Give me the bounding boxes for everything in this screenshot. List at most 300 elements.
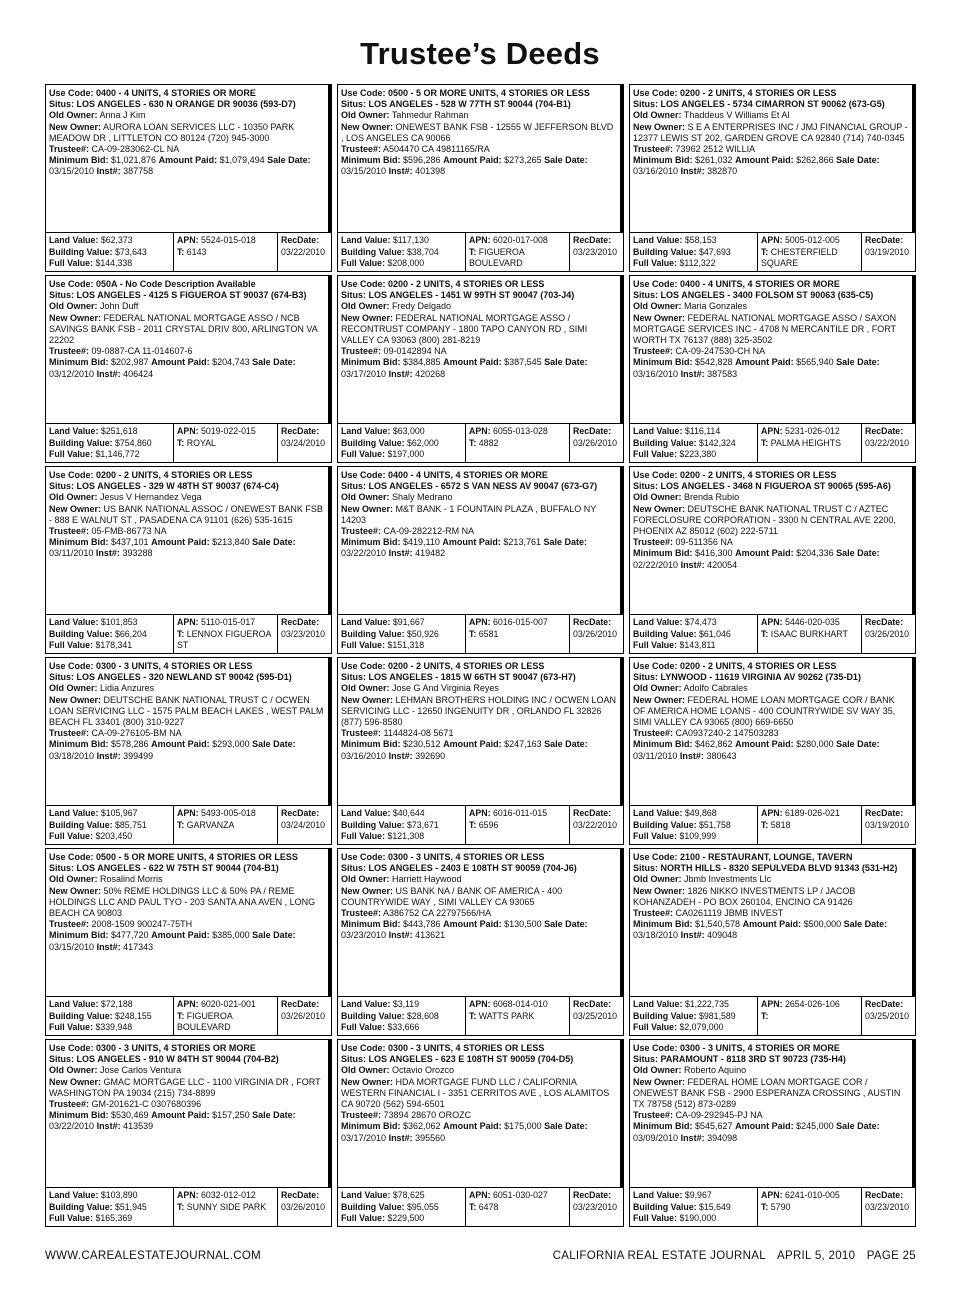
- apn-value: 6051-030-027: [492, 1190, 548, 1200]
- situs-value: LOS ANGELES - 3400 FOLSOM ST 90063 (635-C5): [660, 290, 874, 301]
- use-code: [49, 470, 252, 480]
- apn-column: [757, 424, 861, 462]
- old-owner-label: Old Owner:: [49, 683, 98, 694]
- situs-label: Situs:: [49, 290, 75, 301]
- situs-value: LOS ANGELES - 910 W 84TH ST 90044 (704-B2): [76, 1054, 279, 1065]
- inst-number-label: Inst#:: [388, 368, 413, 379]
- use-code: [49, 279, 256, 289]
- tract-label: T:: [469, 1010, 477, 1021]
- land-value-label: Land Value:: [633, 1190, 683, 1200]
- values-column: [630, 997, 757, 1035]
- old-owner-value: Jbmb Investments Llc: [684, 874, 772, 885]
- rec-date-label: RecDate:: [573, 1190, 612, 1200]
- inst-number-value: 387758: [123, 166, 154, 177]
- amount-paid-value: $387,545: [504, 357, 542, 368]
- rec-date-label: RecDate:: [865, 426, 904, 436]
- sale-date-label: Sale Date:: [544, 357, 588, 368]
- tract-value: FIGUEROA BOULEVARD: [469, 246, 525, 269]
- apn-label: APN:: [761, 808, 783, 818]
- tract-label: T:: [177, 437, 185, 448]
- sale-date-value: 03/16/2010: [633, 368, 679, 379]
- amount-paid-value: $385,000: [212, 930, 250, 941]
- minimum-bid-label: Minimum Bid:: [49, 357, 109, 368]
- use-code-label: Use Code:: [341, 852, 386, 862]
- land-value-value: $74,473: [684, 617, 717, 627]
- full-value-value: $144,338: [95, 258, 133, 269]
- apn-value: 6189-026-021: [784, 808, 840, 818]
- old-owner-label: Old Owner:: [341, 1065, 390, 1076]
- tract-label: T:: [469, 246, 477, 257]
- tract-label: T:: [177, 1010, 185, 1021]
- apn-value: 5446-020-035: [784, 617, 840, 627]
- apn-value: 6068-014-010: [492, 999, 548, 1009]
- minimum-bid-value: $443,786: [403, 919, 441, 930]
- trustee-number-label: Trustee#:: [49, 1099, 90, 1110]
- land-value-value: $63,000: [392, 426, 425, 436]
- sale-date-value: 03/16/2010: [633, 166, 679, 177]
- minimum-bid-label: Minimum Bid:: [341, 537, 401, 548]
- apn-column: [173, 806, 277, 844]
- sale-date-label: Sale Date:: [544, 919, 588, 930]
- situs-value: LYNWOOD - 11619 VIRGINIA AV 90262 (735-D1): [660, 672, 861, 683]
- inst-number-value: 417343: [123, 941, 154, 952]
- inst-number-label: Inst#:: [680, 368, 705, 379]
- rec-date-column: [569, 233, 623, 271]
- trustee-number-value: CA-09-282212-RM NA: [383, 526, 475, 537]
- rec-date-label: RecDate:: [865, 808, 904, 818]
- new-owner-label: New Owner:: [49, 121, 102, 132]
- values-column: [46, 615, 173, 653]
- sale-date-value: 03/16/2010: [341, 750, 387, 761]
- full-value-value: $33,666: [387, 1022, 420, 1033]
- old-owner-label: Old Owner:: [49, 301, 98, 312]
- tract-value: 5818: [770, 819, 791, 830]
- apn-value: 5493-005-018: [200, 808, 256, 818]
- new-owner-label: New Owner:: [633, 694, 686, 705]
- trustee-number-label: Trustee#:: [341, 526, 382, 537]
- sale-date-label: Sale Date:: [544, 155, 588, 166]
- new-owner-value: LEHMAN BROTHERS HOLDING INC / OCWEN LOAN SERVICING LLC - 12650 INGENUITY DR , ORLANDO FL 32826 (877) 596-8580: [341, 694, 617, 728]
- deed-record: [45, 84, 332, 272]
- land-value-value: $91,667: [392, 617, 425, 627]
- situs-label: Situs:: [341, 863, 367, 874]
- old-owner-label: Old Owner:: [633, 683, 682, 694]
- old-owner-value: Anna J Kim: [99, 110, 146, 121]
- use-code: [341, 470, 548, 480]
- use-code-value: 0400 - 4 UNITS, 4 STORIES OR MORE: [96, 88, 256, 98]
- amount-paid-label: Amount Paid:: [151, 739, 210, 750]
- tract-label: T:: [761, 1201, 769, 1212]
- full-value-value: $151,318: [387, 640, 425, 651]
- apn-column: [465, 997, 569, 1035]
- situs-value: LOS ANGELES - 4125 S FIGUEROA ST 90037 (674-B3): [76, 290, 307, 301]
- trustee-number-value: A504470 CA 49811165/RA: [383, 144, 490, 155]
- amount-paid-value: $213,840: [212, 537, 250, 548]
- rec-date-value: 03/22/2010: [865, 437, 910, 448]
- land-value-label: Land Value:: [633, 808, 683, 818]
- minimum-bid-value: $578,286: [111, 739, 149, 750]
- rec-date-value: 03/26/2010: [573, 628, 618, 639]
- values-column: [338, 615, 465, 653]
- building-value-label: Building Value:: [341, 1010, 405, 1021]
- apn-value: 5005-012-005: [784, 235, 840, 245]
- full-value-label: Full Value:: [633, 258, 677, 269]
- rec-date-column: [569, 806, 623, 844]
- inst-number-label: Inst#:: [680, 166, 705, 177]
- situs-label: Situs:: [49, 672, 75, 683]
- building-value-label: Building Value:: [341, 246, 405, 257]
- situs-label: Situs:: [341, 99, 367, 110]
- rec-date-value: 03/26/2010: [281, 1201, 326, 1212]
- values-column: [338, 424, 465, 462]
- apn-column: [465, 424, 569, 462]
- situs: [341, 672, 576, 682]
- new-owner-label: New Owner:: [341, 121, 394, 132]
- trustee-number-label: Trustee#:: [633, 728, 674, 739]
- minimum-bid-value: $596,286: [403, 155, 441, 166]
- building-value-label: Building Value:: [633, 819, 697, 830]
- land-value-label: Land Value:: [49, 235, 99, 245]
- situs: [633, 1054, 846, 1064]
- situs-label: Situs:: [341, 672, 367, 683]
- rec-date-value: 03/23/2010: [573, 246, 618, 257]
- apn-column: [465, 233, 569, 271]
- amount-paid-value: $204,336: [796, 548, 834, 559]
- full-value-value: $223,380: [679, 449, 717, 460]
- rec-date-column: [861, 615, 915, 653]
- inst-number-value: 420268: [415, 368, 446, 379]
- land-value-value: $105,967: [100, 808, 138, 818]
- full-value-label: Full Value:: [49, 1213, 93, 1224]
- use-code-label: Use Code:: [341, 88, 386, 98]
- tract-label: T:: [469, 1201, 477, 1212]
- sale-date-value: 03/11/2010: [49, 548, 94, 559]
- apn-label: APN:: [761, 235, 783, 245]
- land-value-value: $101,853: [100, 617, 138, 627]
- trustee-number-label: Trustee#:: [341, 1110, 382, 1121]
- use-code-value: 2100 - RESTAURANT, LOUNGE, TAVERN: [680, 852, 853, 862]
- land-value-label: Land Value:: [341, 999, 391, 1009]
- inst-number-value: 413539: [123, 1121, 154, 1132]
- trustee-number-label: Trustee#:: [49, 526, 90, 537]
- land-value-label: Land Value:: [633, 999, 683, 1009]
- use-code-label: Use Code:: [341, 661, 386, 671]
- apn-label: APN:: [177, 808, 199, 818]
- rec-date-column: [569, 997, 623, 1035]
- sale-date-label: Sale Date:: [843, 919, 888, 930]
- sale-date-value: 03/18/2010: [49, 750, 95, 761]
- trustee-number-label: Trustee#:: [633, 346, 674, 357]
- rec-date-label: RecDate:: [865, 999, 904, 1009]
- tract-value: 6581: [478, 628, 499, 639]
- new-owner-label: New Owner:: [633, 1076, 686, 1087]
- use-code-value: 0300 - 3 UNITS, 4 STORIES OR LESS: [388, 852, 545, 862]
- sale-date-label: Sale Date:: [252, 537, 296, 548]
- use-code-value: 0200 - 2 UNITS, 4 STORIES OR LESS: [388, 661, 545, 671]
- old-owner-label: Old Owner:: [633, 110, 682, 121]
- rec-date-label: RecDate:: [281, 1190, 320, 1200]
- tract-label: T:: [177, 819, 185, 830]
- inst-number-value: 392690: [415, 750, 446, 761]
- land-value-label: Land Value:: [633, 235, 683, 245]
- new-owner-label: New Owner:: [341, 1076, 394, 1087]
- minimum-bid-label: Minimum Bid:: [633, 919, 693, 930]
- amount-paid-value: $247,163: [504, 739, 542, 750]
- land-value-value: $9,967: [684, 1190, 712, 1200]
- amount-paid-value: $1,079,494: [219, 155, 265, 166]
- tract-value: LENNOX FIGUEROA ST: [177, 628, 271, 651]
- situs-label: Situs:: [633, 672, 659, 683]
- apn-value: 6055-013-028: [492, 426, 548, 436]
- inst-number-label: Inst#:: [96, 750, 121, 761]
- situs-label: Situs:: [341, 290, 367, 301]
- valuation-row: [46, 232, 331, 271]
- sale-date-label: Sale Date:: [252, 739, 296, 750]
- use-code: [341, 1043, 544, 1053]
- old-owner-label: Old Owner:: [49, 492, 98, 503]
- new-owner-value: HDA MORTGAGE FUND LLC / CALIFORNIA WESTERN FINANCIAL I - 3351 CERRITOS AVE , LOS ALAMITOS CA 90720 (562) 594-6501: [341, 1076, 610, 1110]
- building-value-value: $51,945: [115, 1201, 147, 1212]
- use-code-value: 0200 - 2 UNITS, 4 STORIES OR LESS: [680, 88, 837, 98]
- rec-date-column: [861, 233, 915, 271]
- full-value-value: $190,000: [679, 1213, 717, 1224]
- rec-date-label: RecDate:: [865, 1190, 904, 1200]
- rec-date-column: [861, 1188, 915, 1226]
- situs-value: LOS ANGELES - 5734 CIMARRON ST 90062 (673-G5): [660, 99, 885, 110]
- rec-date-value: 03/25/2010: [865, 1010, 910, 1021]
- minimum-bid-label: Minimum Bid:: [633, 739, 693, 750]
- land-value-label: Land Value:: [341, 808, 391, 818]
- trustee-number-label: Trustee#:: [49, 144, 90, 155]
- apn-column: [173, 233, 277, 271]
- deed-description: [630, 276, 915, 423]
- use-code: [341, 661, 544, 671]
- sale-date-value: 03/12/2010: [49, 368, 95, 379]
- use-code-value: 0300 - 3 UNITS, 4 STORIES OR LESS: [388, 1043, 545, 1053]
- sale-date-value: 03/15/2010: [49, 166, 95, 177]
- building-value-label: Building Value:: [49, 246, 113, 257]
- use-code-value: 0200 - 2 UNITS, 4 STORIES OR LESS: [96, 470, 253, 480]
- use-code-label: Use Code:: [49, 88, 94, 98]
- use-code-label: Use Code:: [633, 1043, 678, 1053]
- apn-label: APN:: [469, 426, 491, 436]
- rec-date-column: [569, 1188, 623, 1226]
- valuation-row: [338, 423, 623, 462]
- amount-paid-label: Amount Paid:: [443, 919, 502, 930]
- minimum-bid-value: $261,032: [695, 155, 733, 166]
- minimum-bid-value: $545,627: [695, 1121, 733, 1132]
- inst-number-value: 395560: [415, 1132, 446, 1143]
- valuation-row: [338, 996, 623, 1035]
- rec-date-value: 03/24/2010: [281, 437, 326, 448]
- valuation-row: [630, 614, 915, 653]
- old-owner-value: Maria Gonzales: [684, 301, 748, 312]
- trustee-number-label: Trustee#:: [341, 908, 382, 919]
- situs: [341, 1054, 573, 1064]
- situs: [633, 672, 861, 682]
- situs: [49, 863, 279, 873]
- values-column: [46, 424, 173, 462]
- new-owner-value: DEUTSCHE BANK NATIONAL TRUST C / OCWEN LOAN SERVICING LLC - 1575 PALM BEACH LAKES , WEST PALM BEACH FL 33401 (800) 310-9227: [49, 694, 324, 728]
- old-owner-label: Old Owner:: [341, 683, 390, 694]
- building-value-label: Building Value:: [49, 1010, 113, 1021]
- rec-date-column: [277, 997, 331, 1035]
- trustee-number-value: CA-09-292945-PJ NA: [675, 1110, 763, 1121]
- tract-label: T:: [761, 819, 769, 830]
- situs-value: NORTH HILLS - 8320 SEPULVEDA BLVD 91343 (531-H2): [660, 863, 898, 874]
- rec-date-value: 03/22/2010: [573, 819, 618, 830]
- apn-label: APN:: [761, 426, 783, 436]
- situs-value: LOS ANGELES - 528 W 77TH ST 90044 (704-B1): [368, 99, 571, 110]
- valuation-row: [46, 996, 331, 1035]
- land-value-label: Land Value:: [633, 426, 683, 436]
- sale-date-value: 03/18/2010: [633, 930, 679, 941]
- minimum-bid-value: $384,885: [403, 357, 441, 368]
- deed-record: [629, 657, 916, 845]
- apn-value: 6241-010-005: [784, 1190, 840, 1200]
- minimum-bid-label: Minimum Bid:: [49, 537, 109, 548]
- building-value-label: Building Value:: [341, 628, 405, 639]
- apn-value: 5110-015-017: [200, 617, 256, 627]
- inst-number-label: Inst#:: [96, 368, 121, 379]
- deed-description: [46, 849, 331, 996]
- use-code-label: Use Code:: [633, 661, 678, 671]
- situs: [633, 863, 897, 873]
- deed-record: [629, 84, 916, 272]
- building-value-value: $28,608: [407, 1010, 439, 1021]
- minimum-bid-label: Minimum Bid:: [633, 1121, 693, 1132]
- trustee-deeds-grid: [45, 84, 916, 1227]
- amount-paid-value: $565,940: [796, 357, 834, 368]
- situs-label: Situs:: [341, 1054, 367, 1065]
- old-owner-label: Old Owner:: [633, 1065, 682, 1076]
- apn-label: APN:: [761, 1190, 783, 1200]
- situs: [633, 290, 873, 300]
- full-value-label: Full Value:: [49, 449, 93, 460]
- deed-description: [630, 658, 915, 805]
- rec-date-column: [569, 424, 623, 462]
- tract-label: T:: [761, 628, 769, 639]
- apn-column: [757, 233, 861, 271]
- full-value-label: Full Value:: [49, 1022, 93, 1033]
- building-value-label: Building Value:: [341, 1201, 405, 1212]
- valuation-row: [630, 805, 915, 844]
- deed-description: [46, 276, 331, 423]
- rec-date-label: RecDate:: [573, 617, 612, 627]
- apn-label: APN:: [469, 617, 491, 627]
- tract-value: ISAAC BURKHART: [770, 628, 848, 639]
- building-value-value: $95,055: [407, 1201, 439, 1212]
- tract-value: SUNNY SIDE PARK: [186, 1201, 267, 1212]
- minimum-bid-value: $1,540,578: [695, 919, 741, 930]
- deed-description: [46, 1040, 331, 1187]
- land-value-value: $3,119: [392, 999, 420, 1009]
- inst-number-label: Inst#:: [388, 1132, 413, 1143]
- deed-description: [630, 1040, 915, 1187]
- tract-value: 5790: [770, 1201, 791, 1212]
- old-owner-value: John Duff: [100, 301, 139, 312]
- amount-paid-label: Amount Paid:: [151, 357, 210, 368]
- land-value-value: $117,130: [392, 235, 429, 245]
- use-code: [633, 852, 853, 862]
- situs-label: Situs:: [633, 481, 659, 492]
- trustee-number-label: Trustee#:: [341, 728, 382, 739]
- amount-paid-value: $213,761: [503, 537, 541, 548]
- minimum-bid-value: $1,021,876: [111, 155, 157, 166]
- deed-record: [337, 466, 624, 654]
- inst-number-value: 387583: [707, 368, 738, 379]
- inst-number-label: Inst#:: [96, 166, 121, 177]
- full-value-label: Full Value:: [633, 640, 677, 651]
- rec-date-column: [277, 806, 331, 844]
- building-value-value: $61,046: [699, 628, 731, 639]
- use-code-value: 0400 - 4 UNITS, 4 STORIES OR MORE: [388, 470, 548, 480]
- apn-label: APN:: [469, 808, 491, 818]
- new-owner-value: AURORA LOAN SERVICES LLC - 10350 PARK MEADOW DR , LITTLETON CO 80124 (720) 945-3000: [49, 121, 295, 143]
- land-value-value: $40,644: [392, 808, 425, 818]
- building-value-label: Building Value:: [341, 437, 405, 448]
- amount-paid-label: Amount Paid:: [735, 155, 794, 166]
- footer-website[interactable]: WWW.CAREALESTATEJOURNAL.COM: [45, 1250, 261, 1262]
- land-value-value: $1,222,735: [684, 999, 729, 1009]
- building-value-label: Building Value:: [633, 628, 697, 639]
- trustee-number-value: CA0261119 JBMB INVEST: [675, 908, 784, 919]
- trustee-number-label: Trustee#:: [633, 1110, 674, 1121]
- trustee-number-value: CA-09-283062-CL NA: [91, 144, 180, 155]
- use-code-label: Use Code:: [49, 852, 94, 862]
- amount-paid-label: Amount Paid:: [735, 357, 794, 368]
- apn-value: 6020-021-001: [200, 999, 256, 1009]
- amount-paid-value: $273,265: [504, 155, 542, 166]
- tract-value: PALMA HEIGHTS: [770, 437, 842, 448]
- situs-label: Situs:: [633, 863, 659, 874]
- building-value-value: $15,649: [699, 1201, 731, 1212]
- old-owner-label: Old Owner:: [633, 874, 682, 885]
- use-code-value: 0300 - 3 UNITS, 4 STORIES OR MORE: [680, 1043, 840, 1053]
- trustee-number-label: Trustee#:: [49, 346, 90, 357]
- use-code-value: 0300 - 3 UNITS, 4 STORIES OR MORE: [96, 1043, 256, 1053]
- new-owner-value: 1826 NIKKO INVESTMENTS LP / JACOB KOHANZADEH - PO BOX 260104, ENCINO CA 91426: [633, 885, 856, 907]
- use-code-label: Use Code:: [341, 1043, 386, 1053]
- deed-record: [45, 657, 332, 845]
- minimum-bid-label: Minimum Bid:: [49, 1110, 109, 1121]
- land-value-value: $116,114: [684, 426, 721, 436]
- building-value-label: Building Value:: [633, 246, 697, 257]
- full-value-value: $1,146,772: [95, 449, 140, 460]
- valuation-row: [630, 996, 915, 1035]
- new-owner-value: 50% REME HOLDINGS LLC & 50% PA / REME HOLDINGS LLC AND PAUL TYO - 203 SANTA ANA AVEN , LONG BEACH CA 90803: [49, 885, 316, 919]
- use-code: [633, 470, 836, 480]
- tract-label: T:: [469, 437, 477, 448]
- sale-date-label: Sale Date:: [543, 537, 588, 548]
- trustee-number-value: 2008-1509 900247-75TH: [91, 919, 193, 930]
- inst-number-label: Inst#:: [96, 1121, 121, 1132]
- deed-description: [46, 467, 331, 614]
- amount-paid-label: Amount Paid:: [151, 930, 210, 941]
- deed-description: [630, 849, 915, 996]
- old-owner-label: Old Owner:: [49, 1065, 98, 1076]
- values-column: [630, 806, 757, 844]
- situs: [633, 99, 885, 109]
- full-value-value: $229,500: [387, 1213, 425, 1224]
- minimum-bid-label: Minimum Bid:: [633, 548, 693, 559]
- sale-date-label: Sale Date:: [252, 930, 296, 941]
- valuation-row: [46, 1187, 331, 1226]
- new-owner-value: M&T BANK - 1 FOUNTAIN PLAZA , BUFFALO NY 14203: [341, 503, 597, 525]
- use-code-label: Use Code:: [49, 1043, 94, 1053]
- minimum-bid-value: $202,987: [111, 357, 149, 368]
- full-value-label: Full Value:: [49, 258, 93, 269]
